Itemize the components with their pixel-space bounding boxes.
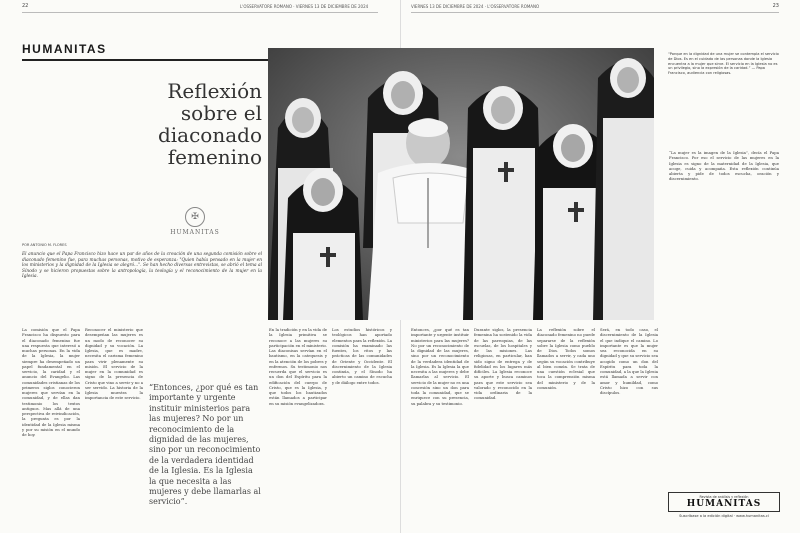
article-intro: El anuncio que el Papa Francisco hizo hace un par de años de la creación de una segunda comisión sobre el diaconado femenino fue, para muchas personas, motivo de esperanza: "Quien había pensado en la mujer en los ministerios y la dignidad de la Iglesia se alegró...". Se han hecho diversas entrevistas, se abrió el tema al Sínodo y se hicieron propuestas sobre la antropología, la teología y el reconocimiento de la mujer en la Iglesia. — [22, 252, 262, 280]
photo-nuns-with-pope — [268, 48, 654, 320]
body-column-8: Será, en todo caso, el discernimiento de la Iglesia el que indique el camino. Lo importante es que la mujer sea reconocida en su dignidad y que su servicio sea acogido como un don del Espíritu para toda la comunidad, a la que la Iglesia está llamada a servir con amor y humildad, como Cristo hizo con sus discípulos. — [600, 327, 659, 395]
page-number-left: 22 — [22, 3, 29, 9]
humanitas-ad — [668, 492, 780, 518]
magazine-seal-icon: ✠ — [185, 207, 205, 227]
ad-box — [668, 492, 780, 512]
nun-figure — [593, 58, 654, 320]
ad-tagline: Revista de análisis y reflexión — [699, 495, 749, 499]
pull-quote: “Entonces, ¿por qué es tan importante y urgente instituir ministerios para las mujeres? No por un reconocimiento de la dignidad de las mujeres, sino por un reconocimiento de la verdadera identidad de la Iglesia. Es la Iglesia la que necesita a las mujeres y debe llamarlas al servicio”. — [149, 383, 261, 507]
body-column-1: La comisión que el Papa Francisco ha dispuesto para el diaconado femenino fue una respuesta que interesó a muchas personas. En la vida de la Iglesia, la mujer siempre ha desempeñado un papel fundamental en el servicio, la caridad y el anuncio del Evangelio. Las comunidades cristianas de los primeros siglos conocieron mujeres que servían en la comunidad, y de ellas dan testimonio los textos antiguos. Mas allá de una perspectiva de reivindicación, la pregunta es por la identidad de la Iglesia misma y por su misión en el mundo de hoy. — [22, 327, 80, 437]
article-title: Reflexión sobre el diaconado femenino — [157, 79, 262, 169]
nun-figure — [283, 168, 363, 320]
magazine-logo-label: HUMANITAS — [170, 229, 220, 236]
ad-name: HUMANITAS — [686, 499, 762, 509]
body-column-3: En la tradición y en la vida de la Iglesia primitiva se reconoce a las mujeres su participación en el ministerio. Las diaconisas servían en el bautismo, en la catequesis y en la atención de los pobres y enfermos. Su testimonio nos recuerda que el servicio es un don del Espíritu para la edificación del cuerpo de Cristo, que es la Iglesia, y que todos los bautizados están llamados a participar en su misión evangelizadora. — [269, 327, 327, 406]
magazine-logo — [165, 207, 225, 236]
running-header-right: VIERNES 13 DE DICIEMBRE DE 2024 · L'OSSERVATORE ROMANO — [411, 4, 540, 9]
body-column-7: La reflexión sobre el diaconado femenino no puede separarse de la reflexión sobre la Iglesia como pueblo de Dios. Todos somos llamados a servir, y cada uno según su vocación contribuye al bien común. Se trata de una cuestión eclesial que toca la comprensión misma del ministerio y de la comunión. — [537, 327, 595, 390]
ad-footer: Suscríbase a la edición digital · www.humanitas.cl — [679, 514, 769, 518]
photo-caption: “Porque en la dignidad de una mujer se contempla el servicio de Dios. Es en el cuidado de las personas donde la Iglesia encuentra a la mujer que sirve. El servicio en la Iglesia no es un privilegio, sino la expresión de la caridad.” — Papa Francisco, audiencia con religiosas. — [668, 52, 779, 76]
article-photo — [268, 48, 654, 320]
section-rule — [22, 59, 270, 61]
body-column-9: “La mujer es la imagen de la Iglesia”, decía el Papa Francisco. Por eso el servicio de las mujeres en la Iglesia es signo de la maternidad de la Iglesia, que acoge, cuida y acompaña. Esta reflexión continúa abierta y pide de todos escucha, oración y discernimiento. — [669, 150, 779, 182]
body-column-4: Los estudios históricos y teológicos han aportado elementos para la reflexión. La comisión ha examinado las fuentes, los ritos y las prácticas de las comunidades de Oriente y Occidente. El discernimiento de la Iglesia continúa, y el Sínodo ha abierto un camino de escucha y de diálogo entre todos. — [332, 327, 392, 385]
header-rule-left — [22, 12, 378, 13]
byline: POR ANTONIO M. FLORES — [22, 243, 67, 247]
page-number-right: 23 — [772, 3, 779, 9]
nun-figure — [463, 86, 543, 320]
running-header-left: L'OSSERVATORE ROMANO · VIERNES 13 DE DICIEMBRE DE 2024 — [240, 4, 369, 9]
header-rule-right — [411, 12, 779, 13]
body-column-6: Durante siglos, la presencia femenina ha sostenido la vida de las parroquias, de las escuelas, de los hospitales y de las misiones. Las religiosas, en particular, han sido signo de entrega y de fidelidad en los lugares más difíciles. La Iglesia reconoce su aporte y busca caminos para que este servicio sea valorado y reconocido en la vida ordinaria de la comunidad. — [474, 327, 532, 401]
body-column-2: Reconocer el ministerio que desempeñan las mujeres es un modo de reconocer su dignidad y su vocación. La Iglesia, que es madre, necesita el carisma femenino para vivir plenamente su misión. El servicio de la mujer en la comunidad es signo de la presencia de Cristo que vino a servir y no a ser servido. La historia de la Iglesia muestra la importancia de este servicio. — [85, 327, 143, 401]
body-column-5: Entonces, ¿por qué es tan importante y urgente instituir ministerios para las mujeres? No por un reconocimiento de la dignidad de las mujeres, sino por un reconocimiento de la verdadera identidad de la Iglesia. Es la Iglesia la que necesita a las mujeres y debe llamarlas al servicio. El servicio de la mujer no es una concesión sino un don para toda la comunidad, que se enriquece con su presencia, su palabra y su testimonio. — [411, 327, 469, 406]
section-title: HUMANITAS — [22, 42, 107, 56]
